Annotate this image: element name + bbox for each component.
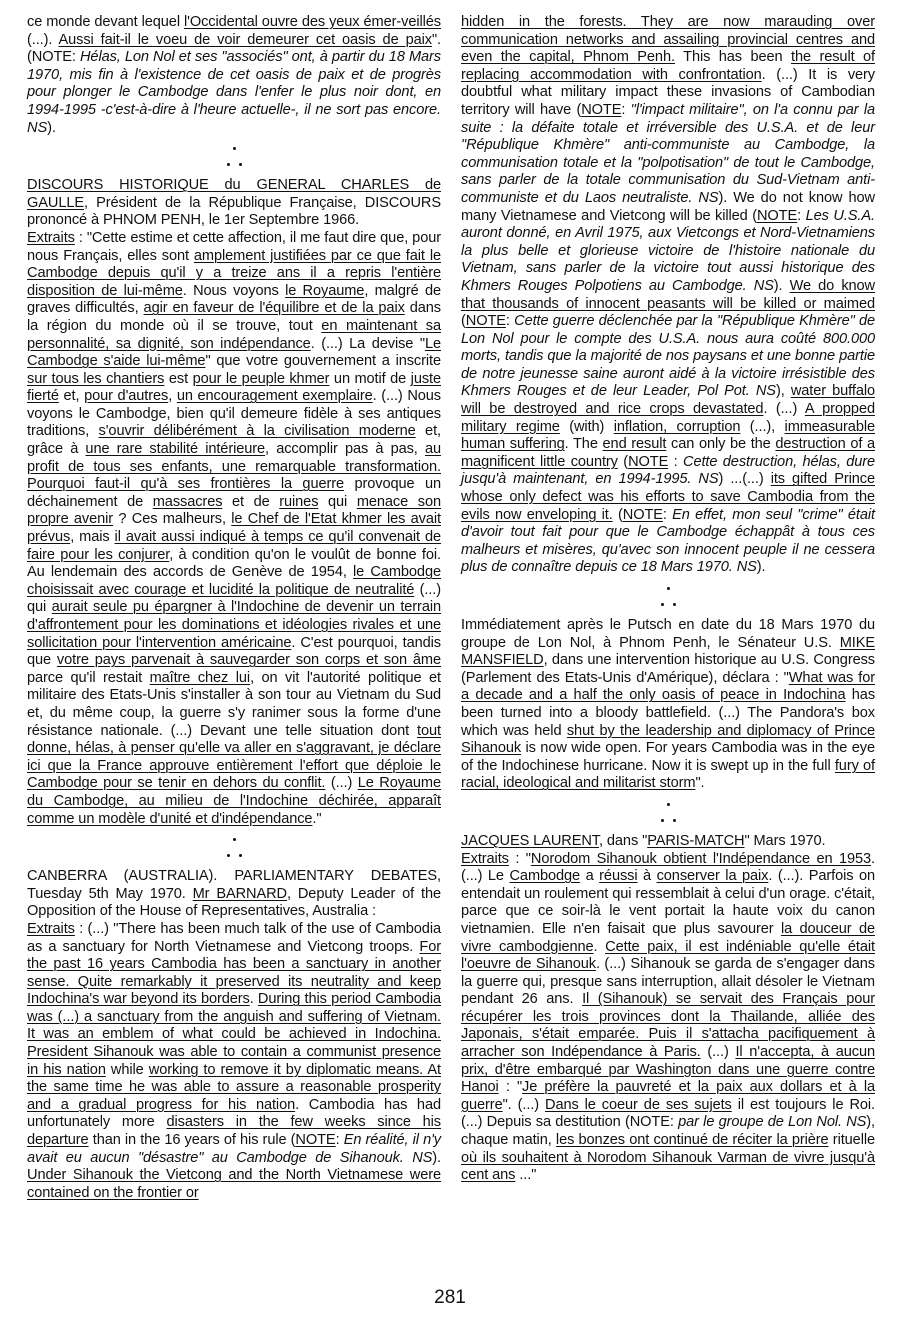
text-run: rituelle — [828, 1132, 875, 1149]
text-run: (...), — [740, 418, 785, 435]
text-run: . Cambodia has had unfortunately more — [27, 1096, 441, 1131]
separator-dot — [667, 803, 670, 806]
text-run: ). — [432, 1149, 441, 1166]
underlined-text: Dans le coeur de ses sujets — [545, 1096, 732, 1113]
text-run: (...) qui — [27, 581, 442, 616]
text-run: ), — [775, 383, 791, 400]
paragraph — [461, 617, 875, 793]
underlined-text: Il (Sihanouk) se servait des Français pour récupérer les trois provinces dont la Thailande, alliée des Japonais, s'était emparée. Puis il s'attacha pacifiquement à arracher son Indépendance à Paris. — [461, 991, 875, 1061]
text-run: provoque un déchainement de — [27, 476, 441, 510]
separator-dot — [661, 819, 664, 822]
underlined-text: During this period Cambodia was (...) a sanctuary from the anguish and suffering of Vietnam. It was an emblem of what could be achieved in Indochina. President Sihanouk was able to contain a communist presence in his nation — [27, 991, 441, 1078]
text-run: : — [621, 101, 631, 118]
underlined-text: massacres — [152, 493, 223, 510]
underlined-text: NOTE — [295, 1132, 336, 1149]
underlined-text: Under Sihanouk the Vietcong and the North Vietnamese were contained on the frontier or — [27, 1167, 441, 1201]
underlined-text: immeasurable human suffering — [461, 418, 875, 453]
text-run: ). — [773, 277, 790, 294]
underlined-text: NOTE — [581, 101, 622, 118]
underlined-text: the result of replacing accommodation with confrontation — [461, 49, 875, 83]
underlined-text: A propped military regime — [461, 401, 875, 435]
paragraph — [27, 14, 441, 137]
underlined-text: NOTE — [628, 453, 669, 470]
text-run: , dans " — [598, 832, 648, 849]
text-run: . The — [564, 436, 603, 453]
underlined-text: Extraits — [461, 850, 509, 867]
text-run: . (...) Nous voyons le Cambodge, bien qu'il demeure fidèle à ses antiques traditions, — [27, 388, 441, 440]
underlined-text: s'ouvrir délibérément à la civilisation moderne — [98, 423, 416, 440]
text-run: " que votre gouvernement a inscrite — [205, 353, 441, 370]
underlined-text: juste fierté — [27, 370, 441, 405]
underlined-text: les bonzes ont continué de réciter la prière — [555, 1132, 829, 1149]
text-run: ). We do not know how many Vietnamese and Vietcong will be killed ( — [461, 189, 875, 224]
text-run: ). — [756, 559, 766, 576]
text-run: dans la région du monde où il se trouve, tout — [27, 300, 441, 334]
underlined-text: its gifted Prince whose only defect was his efforts to save Cambodia from the evils now enveloping it. — [461, 471, 875, 523]
text-run: , on vit l'autorité politique et militaire des Etats-Unis s'installer à son tour au Vietnam du Sud et, du même coup, la guerre s'y ranimer sous la forme d'une résistance nationale. (...) Devant une telle situation dont — [27, 669, 441, 739]
text-run: : — [668, 453, 683, 470]
underlined-text: la douceur de vivre cambodgienne — [461, 920, 875, 955]
text-run: (with) — [559, 418, 614, 435]
text-run: ( — [612, 506, 623, 523]
text-run: ? Ces malheurs, — [113, 511, 232, 528]
text-run: qui — [318, 493, 357, 510]
underlined-text: un encouragement exemplaire — [176, 388, 373, 405]
italic-note-text: Cette destruction, hélas, dure jusqu'à maintenant, en 1994-1995. NS — [461, 453, 876, 488]
text-run: a — [580, 868, 600, 885]
text-run: , accomplir pas à pas, — [265, 441, 425, 458]
text-run: . C'est pourquoi, tandis que — [27, 634, 441, 669]
paragraph — [27, 230, 441, 828]
text-run: . (...) — [763, 401, 805, 418]
text-run: un motif de — [329, 370, 411, 387]
underlined-text: pour le peuple khmer — [192, 370, 330, 387]
underlined-text: le Chef de l'Etat khmer les avait prévus — [27, 511, 441, 546]
underlined-text: où ils souhaitent à Norodom Sihanouk Varman de vivre jusqu'à cent ans — [461, 1149, 875, 1184]
underlined-text: MIKE MANSFIELD — [461, 634, 875, 669]
underlined-text: Le Royaume du Cambodge, au milieu de l'Indochine déchirée, apparaît comme un modèle d'unité et d'indépendance — [27, 775, 442, 827]
text-run: CANBERRA (AUSTRALIA). PARLIAMENTARY DEBATES, Tuesday 5th May 1970. — [27, 868, 441, 902]
paragraph — [27, 868, 441, 921]
separator-dot — [227, 854, 230, 857]
underlined-text: en maintenant sa personnalité, sa dignité, son indépendance — [27, 317, 441, 352]
separator-dot — [233, 838, 236, 841]
underlined-text: JACQUES LAURENT — [461, 832, 599, 849]
text-run: : — [662, 506, 673, 523]
text-run: ". (NOTE: — [27, 31, 441, 66]
text-run: : (...) "There has been much talk of the use of Cambodia as a sanctuary for North Vietnamese and Vietcong troops. — [27, 920, 441, 955]
underlined-text: amplement justifiées par ce que fait le Cambodge depuis qu'il y a treize ans il a repris l'entière disposition de lui-même — [27, 247, 441, 299]
left-column — [27, 14, 441, 1202]
underlined-text: Je préfère la pauvreté et la paix aux dollars et à la guerre — [461, 1079, 875, 1113]
underlined-text: NOTE — [622, 506, 663, 523]
underlined-text: ruines — [279, 493, 319, 510]
text-run: à — [637, 868, 657, 885]
underlined-text: Il n'accepta, à aucun prix, d'être embarqué par Washington dans une guerre contre Hanoi — [461, 1044, 875, 1096]
text-run: , — [168, 388, 177, 405]
underlined-text: votre pays parvenait à sauvegarder son corps et son âme — [56, 652, 441, 669]
text-run: ". — [695, 775, 705, 792]
underlined-text: working to remove it by diplomatic means. At the same time he was able to assure a reasonable prosperity and a gradual progress for his nation — [27, 1061, 441, 1113]
separator-dot — [673, 819, 676, 822]
text-run: : "Cette estime et cette affection, il me faut dire que, pour nous Français, elles sont — [27, 229, 441, 264]
text-run: : " — [508, 850, 531, 867]
underlined-text: disasters in the few weeks since his departure — [27, 1114, 441, 1149]
separator-dot — [667, 587, 670, 590]
text-run: Immédiatement après le Putsch en date du 18 Mars 1970 du groupe de Lon Nol, à Phnom Penh, le Sénateur U.S. — [461, 617, 875, 651]
section-separator — [461, 577, 875, 617]
underlined-text: Aussi fait-il le voeu de voir demeurer cet oasis de paix — [58, 31, 432, 48]
underlined-text: aurait seule pu épargner à l'Indochine de devenir un terrain d'affrontement pour les dominations et idéologies rivales et une sollicitation pour l'intervention américaine — [27, 599, 441, 651]
italic-note-text: En réalité, il n'y avait eu aucun "désastre" au Cambodge de Sihanouk. NS — [27, 1132, 442, 1166]
underlined-text: For the past 16 years Cambodia has been a sanctuary in another sense. Quite remarkably it preserved its neutrality and keep Indochina's war beyond its borders — [27, 938, 441, 1008]
section-separator — [461, 793, 875, 833]
text-run: ( — [617, 453, 629, 470]
italic-note-text: Les U.S.A. auront donné, en Avril 1975, aux Vietcongs et Nord-Vietnamiens la plus belle et glorieuse victoire de l'histoire nationale du Vietnam, sans parler de la victoire tout aussi historique des Khmers Rouges Polpotiens au Cambodge. NS — [461, 207, 875, 294]
text-run: . (...) La devise " — [310, 335, 425, 352]
right-column — [461, 14, 875, 1185]
text-run: parce qu'il restait — [27, 669, 150, 686]
section-separator — [27, 828, 441, 868]
text-run: . (...) It is very doubtful what military impact these invasions of Cambodian territory will have ( — [461, 66, 875, 118]
text-run: ce monde devant lequel — [27, 14, 184, 30]
text-run: ). — [47, 119, 56, 136]
paragraph — [461, 851, 875, 1185]
underlined-text: le Cambodge choisissait avec courage et lucidité la politique de neutralité — [27, 564, 441, 598]
underlined-text: au profit de tous ses enfants, une remarquable transformation. Pourquoi faut-il qu'à ses frontières la guerre — [27, 441, 442, 493]
underlined-text: l'Occidental ouvre des yeux émer-veillés — [184, 14, 441, 30]
italic-note-text: En effet, mon seul "crime" était d'avoir tout fait pour que le Cambodge échappât à tous ces malheurs et misères, qu'avec son innocent peuple il ne cessera plus de connaître depuis ce 18 Mars 1970. NS — [461, 506, 875, 576]
underlined-text: maître chez lui — [149, 669, 251, 686]
text-run: while — [105, 1061, 149, 1078]
paragraph — [27, 921, 441, 1203]
text-run: . — [249, 991, 258, 1008]
underlined-text: conserver la paix — [656, 868, 769, 885]
text-run: : — [797, 207, 806, 224]
text-run: ". (...) — [502, 1096, 545, 1113]
underlined-text: inflation, corruption — [613, 418, 741, 435]
underlined-text: pour d'autres — [84, 388, 169, 405]
italic-note-text: "l'impact militaire", on l'a connu par la suite : la défaite totale et irréversible des U.S.A. et de leur "République Khmère" anti-communiste au Cambodge, la communisation totale et la "polpotisation" de tout le Cambodge, sans parler de la totale communisation du Sud-Vietnam anti-communiste et du Laos neutraliste. NS — [461, 101, 875, 206]
underlined-text: Cambodge — [509, 868, 581, 885]
underlined-text: destruction of a magnificent little country — [461, 436, 876, 470]
separator-dot — [239, 854, 242, 857]
underlined-text: sur tous les chantiers — [27, 370, 165, 387]
underlined-text: une rare stabilité intérieure — [85, 441, 266, 458]
underlined-text: shut by the leadership and diplomacy of Prince Sihanouk — [461, 722, 875, 757]
section-separator — [27, 137, 441, 177]
text-run: , dans une intervention historique au U.S. Congress (Parlement des Etats-Unis d'Amérique), déclara : " — [461, 652, 875, 686]
underlined-text: fury of racial, ideological and militarist storm — [461, 757, 875, 792]
underlined-text: What was for a decade and a half the only oasis of peace in Indochina — [461, 669, 875, 704]
underlined-text: tout donne, hélas, à penser qu'elle va aller en s'aggravant, je déclare ici que la France approuve entièrement l'effort que déploie le Cambodge pour se tenir en dehors du conflit. — [27, 722, 441, 792]
text-run: et, — [58, 388, 85, 405]
text-run: . (...). Parfois on entendait un roulement qui ressemblait à celui d'un orage. c'était, parce que ce soir-là le vent portait la haute voix du canon vietnamien. Elle n'en faisait que plus savourer — [461, 868, 875, 937]
text-run: . Nous voyons — [182, 282, 286, 299]
text-run: , Deputy Leader of the Opposition of the House of Representatives, Australia : — [27, 885, 442, 920]
text-run: (...) — [325, 775, 358, 792]
text-run: . (...) Sihanouk se garda de s'engager dans la guerre qui, presque sans interruption, allait désoler le Vietnam pendant 26 ans. — [461, 956, 875, 1008]
text-run: (...). — [27, 31, 59, 48]
underlined-text: hidden in the forests. They are now marauding over communication networks and assailing provincial centres and even the capital, Phnom Penh. — [461, 14, 875, 66]
underlined-text: Cette paix, il est indéniable qu'elle était l'oeuvre de Sihanouk — [461, 938, 875, 973]
underlined-text: Extraits — [27, 229, 75, 246]
text-run: et de — [222, 493, 280, 510]
text-run: est — [164, 370, 193, 387]
italic-note-text: par le groupe de Lon Nol. NS — [678, 1114, 867, 1131]
text-run: (...) — [700, 1044, 736, 1061]
text-run: ) ...(...) — [718, 471, 771, 488]
separator-dot — [227, 163, 230, 166]
italic-note-text: Cette guerre déclenchée par la "République Khmère" de Lon Nol pour le compte des U.S.A. nous aura coûté 800.000 morts, tandis que la majorité de nos paysans et une bonne partie de notre jeunesse saine auront aidé à la victoire irrésistible des Khmers Rouges et de leur Leader, Pol Pot. NS — [461, 313, 875, 400]
italic-note-text: Hélas, Lon Nol et ses "associés" ont, à partir du 18 Mars 1970, mis fin à l'existence de cet oasis de paix et de progrès pour plonger le Cambodge dans l'enfer le plus noir dont, en 1994-1995 -c'est-à-dire à l'heure actuelle-, il ne sort pas encore. NS — [27, 49, 441, 136]
underlined-text: le Royaume — [285, 282, 365, 299]
text-run: can only be the — [666, 436, 776, 453]
underlined-text: NOTE — [756, 207, 798, 224]
underlined-text: water buffalo will be destroyed and rice crops devastated — [461, 383, 876, 418]
text-run: : — [335, 1132, 344, 1149]
text-run: et, grâce à — [27, 423, 441, 458]
underlined-text: PARIS-MATCH — [647, 832, 745, 849]
text-run: . (...) Le — [461, 850, 875, 885]
underlined-text: end result — [602, 436, 667, 453]
underlined-text: réussi — [599, 868, 638, 885]
paragraph — [461, 14, 875, 577]
separator-dot — [239, 163, 242, 166]
text-run: ( — [461, 313, 466, 330]
separator-dot — [233, 147, 236, 150]
text-run: is now wide open. For years Cambodia was in the eye of the Indochinese hurricane. Now it is swept up in the full — [461, 740, 875, 774]
text-run: il est toujours le Roi. (...) Depuis sa destitution (NOTE: — [461, 1096, 876, 1131]
text-run: : " — [498, 1079, 523, 1096]
text-run: ..." — [515, 1167, 537, 1184]
underlined-text: Extraits — [27, 920, 75, 937]
text-run: ." — [312, 810, 322, 827]
text-run: , Président de la République Française, DISCOURS prononcé à PHNOM PENH, le 1er Septembre 1966. — [27, 194, 441, 229]
underlined-text: agir en faveur de l'équilibre et de la paix — [143, 300, 405, 317]
text-run: " Mars 1970. — [744, 832, 826, 849]
paragraph — [27, 177, 441, 230]
underlined-text: Mr BARNARD — [192, 885, 288, 902]
separator-dot — [661, 603, 664, 606]
paragraph — [461, 833, 875, 851]
underlined-text: menace son propre avenir — [27, 493, 441, 528]
underlined-text: DISCOURS HISTORIQUE du GENERAL CHARLES de GAULLE — [27, 177, 441, 211]
underlined-text: Le Cambodge s'aide lui-même — [27, 335, 441, 370]
underlined-text: il avait aussi indiqué à temps ce qu'il convenait de faire pour les conjurer — [27, 529, 442, 563]
text-run: : — [505, 313, 515, 330]
underlined-text: NOTE — [465, 313, 506, 330]
separator-dot — [673, 603, 676, 606]
underlined-text: Norodom Sihanouk obtient l'Indépendance en 1953 — [530, 850, 872, 867]
underlined-text: We do know that thousands of innocent peasants will be killed or maimed — [461, 277, 875, 312]
text-run: than in the 16 years of his rule ( — [88, 1132, 296, 1149]
text-run: , malgré de graves difficultés, — [27, 282, 441, 317]
page-number: 281 — [434, 1287, 466, 1308]
text-run: , à condition qu'on le voulût de bonne foi. Au lendemain des accords de Genève de 1954, — [27, 546, 441, 581]
text-run: , mais — [70, 529, 115, 546]
text-run: ), chaque matin, — [461, 1114, 875, 1149]
text-run: This has been — [674, 49, 791, 66]
text-run: . — [593, 938, 606, 955]
text-run: has been turned into a bloody battlefield. (...) The Pandora's box which was held — [461, 687, 876, 739]
